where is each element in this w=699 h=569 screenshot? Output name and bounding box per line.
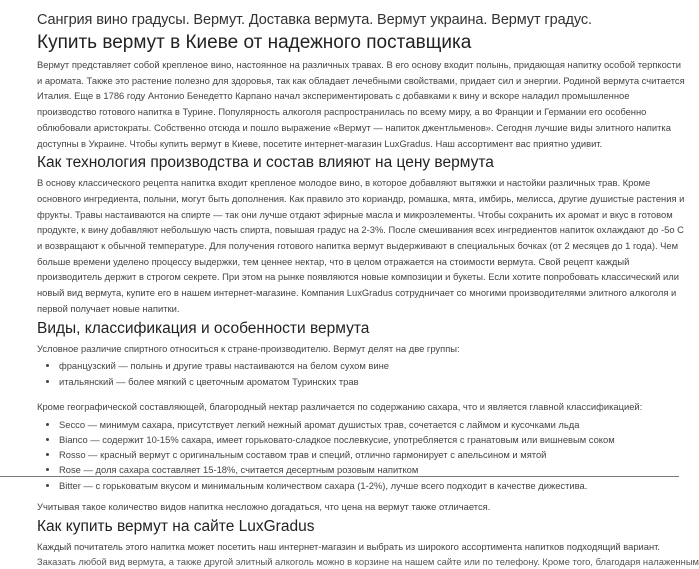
section-title-technology: Как технология производства и состав влияют на цену вермута <box>37 154 494 172</box>
technology-line: первой получает новые напитки. <box>37 302 180 314</box>
sugar-intro <box>37 399 647 415</box>
intro-line: доступны в Украине. Чтобы купить вермут в Киеве, посетите интернет-магазин LuxGradus. Наш ассортимент вас приятно удивит. <box>37 137 603 149</box>
types-conclusion-text: Учитывая такое количество видов напитка несложно догадаться, что цена на вермут также отличается. <box>37 501 491 513</box>
list-item: • Bitter — с горьковатым вкусом и минимальным количеством сахара (1-2%), лучше всего подходит в качестве дижестива. <box>59 478 647 493</box>
buy-line: Каждый почитатель этого напитка может посетить наш интернет-магазин и выбрать из широкого ассортимента напитков подходящий вариант. <box>37 540 661 552</box>
technology-line: фрукты. Травы настаиваются на спирте — так они лучше отдают эфирные масла и микроэлементы. Чтобы сохранить их аромат и вкус в готовом <box>37 208 673 220</box>
technology-line: и возвращают к обычной температуре. Для получения готового напитка вермут выдерживают в специальных бочках (от 2 месяцев до 1 года). Чем <box>37 240 679 252</box>
page-top-title: Сангрия вино градусы. Вермут. Доставка вермута. Вермут украина. Вермут градус. <box>37 12 592 28</box>
list-item: • Rose — доля сахара составляет 15-18%, считается десертным розовым напитком <box>59 462 647 477</box>
intro-paragraph <box>37 57 685 151</box>
technology-line: основного ингредиента, полыни, могут быть дополнения. Как правило это кориандр, ромашка, мята, имбирь, мелисса, другие душистые растения и <box>37 192 685 204</box>
list-item: • Rosso — красный вермут с оригинальным составом трав и специй, отлично гармонирует с апельсином и мятой <box>59 447 647 462</box>
technology-paragraph <box>37 175 685 316</box>
types-conclusion <box>37 499 647 515</box>
bottom-divider <box>0 476 679 477</box>
section-title-types: Виды, классификация и особенности вермута <box>37 319 370 337</box>
technology-line: новый вид вермута, купите его в нашем интернет-магазине. Компания LuxGradus сотрудничает со многими производителями элитного алкоголя и <box>37 287 677 299</box>
intro-line: производство готового напитка в Турине. Популярность алкоголя распространилась по всему миру, а во Франции и Германии его особенно <box>37 106 647 118</box>
intro-line: облюбовали аристократы. Собственно отсюда и пошло выражение «Вермут — напиток джентльменов». Сегодня лучшие виды элитного напитка <box>37 121 671 133</box>
technology-line: больше времени уделено процессу выдержки, тем ценнее нектар, что в целом отражается на стоимости вермута. Свой рецепт каждый <box>37 255 630 267</box>
country-list <box>37 358 647 389</box>
article <box>37 10 699 568</box>
types-intro-text: Условное различие спиртного относиться к стране-производителю. Вермут делят на две группы: <box>37 342 460 354</box>
intro-line: Вермут представляет собой крепленое вино, настоянное на различных травах. В его основу входит полынь, придающая напитку особой терпкости <box>37 59 682 70</box>
page-title: Купить вермут в Киеве от надежного поставщика <box>37 32 472 53</box>
list-item: • Secco — минимум сахара, присутствует легкий нежный аромат душистых трав, сочетается с лаймом и кусочками льда <box>59 417 647 432</box>
types-intro <box>37 341 647 357</box>
list-item: • французский — полынь и другие травы настаиваются на белом сухом вине <box>59 358 647 373</box>
sugar-classification-list <box>37 417 647 493</box>
buy-line-clipped: Заказать любой вид вермута, а также другой элитный алкоголь можно в корзине на нашем сайте или по телефону. Кроме того, благодаря налаженным <box>37 556 699 568</box>
intro-line: Италия. Еще в 1786 году Антонио Бенедетто Карпано начал экспериментировать с добавками к вину и вскоре наладил промышленное <box>37 90 630 102</box>
buy-paragraph <box>37 539 661 555</box>
technology-line: В основу классического рецепта напитка входит крепленое молодое вино, в которое добавляют вытяжки и настойки различных трав. Кроме <box>37 177 651 189</box>
section-title-buy: Как купить вермут на сайте LuxGradus <box>37 517 315 535</box>
technology-line: производитель держит в строгом секрете. При этом на рынке появляются новые композиции и букеты. Если хотите попробовать классический или <box>37 271 679 283</box>
intro-line: и аромата. Также это растение полезно для здоровья, так как обладает лечебными свойствами, придает сил и энергии. Родиной вермута считается <box>37 74 685 86</box>
technology-line: продукте, к вину добавляют небольшую часть спирта, повышая градус на 2-3%. После смешивания всех ингредиентов напиток охлаждают до -5о С <box>37 224 684 236</box>
list-item: • итальянский — более мягкий с цветочным ароматом Туринских трав <box>59 374 647 389</box>
sugar-intro-text: Кроме географической составляющей, благородный нектар различается по содержанию сахара, что и является главной классификацией: <box>37 400 643 412</box>
list-item: • Bianco — содержит 10-15% сахара, имеет горьковато-сладкое послевкусие, употребляется с гранатовым или вишневым соком <box>59 432 647 447</box>
